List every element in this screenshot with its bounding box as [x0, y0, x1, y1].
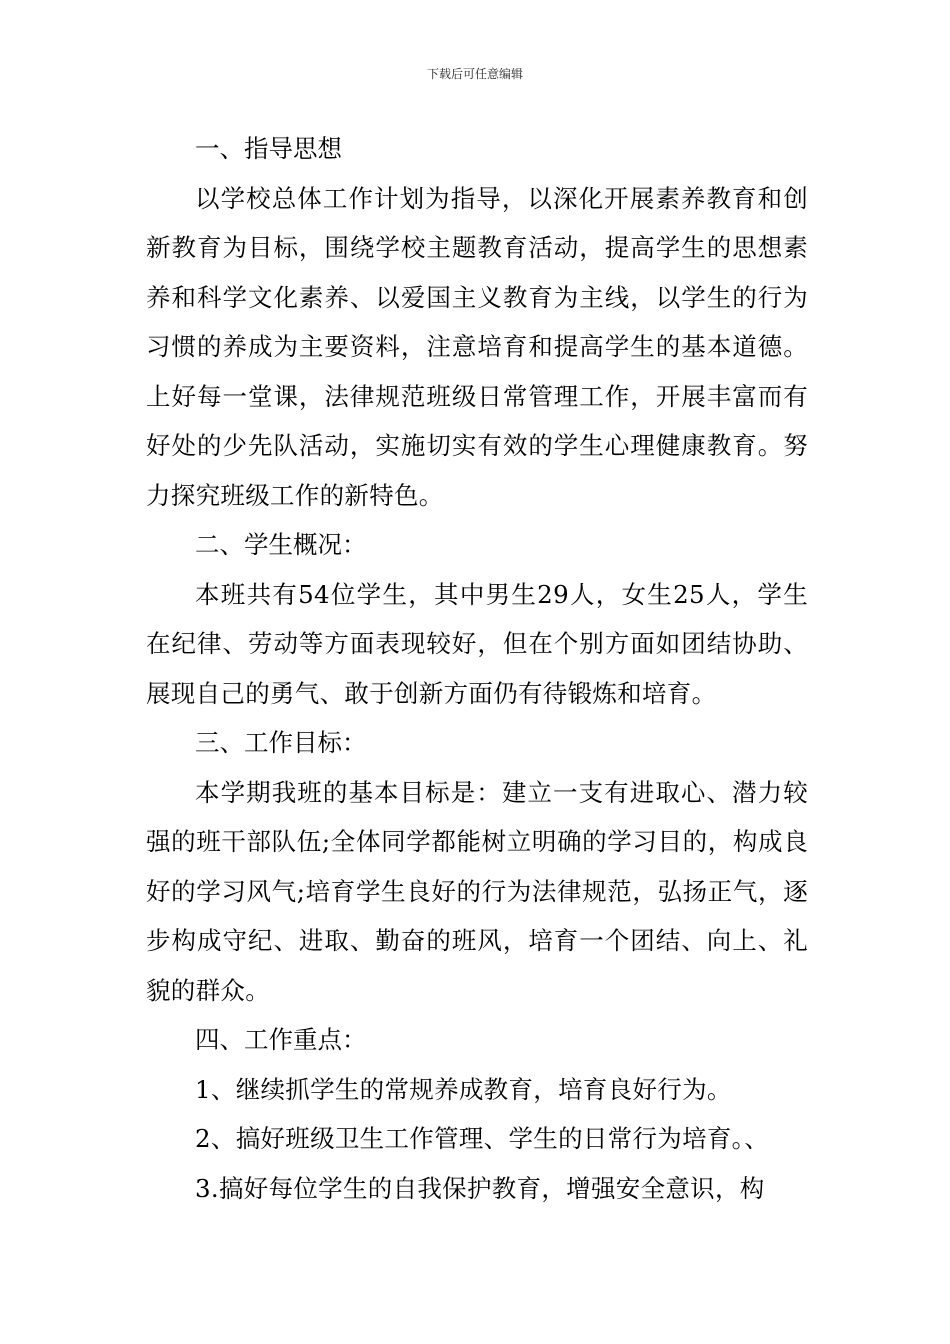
page-header-note: 下载后可任意编辑 [426, 67, 523, 81]
section-heading: 四、工作重点： [195, 1025, 367, 1054]
section-paragraph: 以学校总体工作计划为指导，以深化开展素养教育和创新教育为目标，围绕学校主题教育活动，提高学生的思想素养和科学文化素养、以爱国主义教育为主线，以学生的行为习惯的养成为主要资料，注意培育和提高学生的基本道德。上好每一堂课，法律规范班级日常管理工作，开展丰富而有好处的少先队活动，实施切实有效的学生心理健康教育。努力探究班级工作的新特色。 [146, 183, 808, 510]
section-guiding-ideology [146, 124, 808, 520]
list-item: 1、继续抓学生的常规养成教育，培育良好行为。 [195, 1074, 732, 1104]
section-work-goals [146, 718, 808, 1015]
section-heading: 三、工作目标： [195, 728, 367, 757]
document-body [146, 124, 808, 1213]
section-work-focus [146, 1015, 808, 1213]
section-paragraph: 本学期我班的基本目标是：建立一支有进取心、潜力较强的班干部队伍;全体同学都能树立明确的学习目的，构成良好的学习风气;培育学生良好的行为法律规范，弘扬正气，逐步构成守纪、进取、勤奋的班风，培育一个团结、向上、礼貌的群众。 [146, 777, 808, 1005]
section-paragraph: 本班共有54位学生，其中男生29人，女生25人，学生在纪律、劳动等方面表现较好，但在个别方面如团结协助、展现自己的勇气、敢于创新方面仍有待锻炼和培育。 [146, 579, 808, 708]
section-heading: 一、指导思想 [195, 134, 342, 163]
list-item: 3.搞好每位学生的自我保护教育，增强安全意识，构 [195, 1173, 765, 1203]
section-student-overview [146, 520, 808, 718]
section-heading: 二、学生概况： [195, 530, 367, 559]
list-item: 2、搞好班级卫生工作管理、学生的日常行为培育。、 [195, 1124, 770, 1153]
